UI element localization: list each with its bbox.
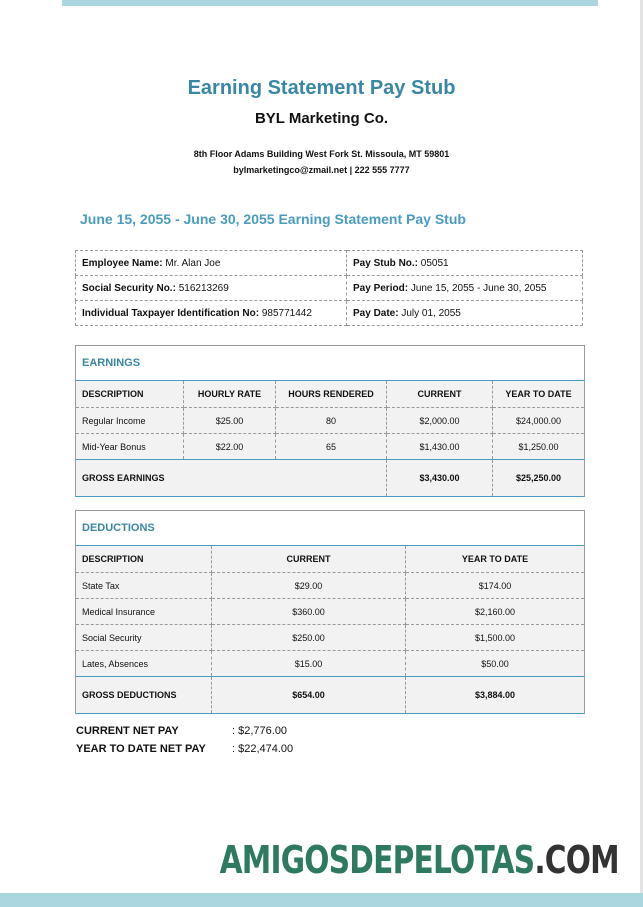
deductions-table [76,546,584,714]
current-net-pay-label: CURRENT NET PAY [76,725,179,737]
watermark-suffix: .COM [534,838,619,882]
deductions-section [75,510,585,714]
itin-cell [76,301,347,326]
ssn-value: 516213269 [178,282,229,294]
earnings-col-description: DESCRIPTION [76,381,184,408]
gross-earnings-current: $3,430.00 [387,460,493,497]
earnings-description: Regular Income [76,408,184,434]
deduction-ytd: $50.00 [406,651,585,677]
earnings-ytd: $24,000.00 [493,408,585,434]
gross-earnings-label: GROSS EARNINGS [76,460,387,497]
employee-info-table [75,250,583,326]
employee-name-label: Employee Name: [82,257,163,269]
table-row [76,625,584,651]
table-row [76,434,584,460]
pay-stub-value: 05051 [420,257,449,269]
itin-label: Individual Taxpayer Identification No: [82,307,260,319]
deduction-ytd: $174.00 [406,573,585,599]
pay-date-label: Pay Date: [353,307,399,319]
deductions-col-ytd: YEAR TO DATE [406,546,585,573]
gross-earnings-row [76,460,584,497]
earnings-description: Mid-Year Bonus [76,434,184,460]
ytd-net-pay-label: YEAR TO DATE NET PAY [76,743,206,755]
earnings-current: $1,430.00 [387,434,493,460]
pay-date-cell [347,301,583,326]
watermark-name: AMIGOSDEPELOTAS [219,838,535,882]
company-name: BYL Marketing Co. [254,110,389,127]
bottom-accent-bar [0,893,643,907]
table-row [76,573,584,599]
pay-date-value: July 01, 2055 [401,307,461,319]
earnings-hourly-rate: $25.00 [184,408,276,434]
deductions-col-description: DESCRIPTION [76,546,212,573]
document-title: Earning Statement Pay Stub [187,77,456,99]
deductions-heading: DEDUCTIONS [76,511,584,546]
deductions-col-current: CURRENT [212,546,406,573]
earnings-col-ytd: YEAR TO DATE [493,381,585,408]
deduction-description: Social Security [76,625,212,651]
watermark-logo [220,838,619,882]
deduction-current: $250.00 [212,625,406,651]
pay-period-label: Pay Period: [353,282,409,294]
employee-name-value: Mr. Alan Joe [165,257,221,269]
employee-name-cell [76,251,347,276]
gross-deductions-row [76,677,584,714]
earnings-hourly-rate: $22.00 [184,434,276,460]
ssn-cell [76,276,347,301]
earnings-col-current: CURRENT [387,381,493,408]
itin-value: 985771442 [261,307,312,319]
deduction-description: Medical Insurance [76,599,212,625]
company-contact: bylmarketingco@zmail.net | 222 555 7777 [233,165,410,175]
table-row [76,408,584,434]
deduction-current: $360.00 [212,599,406,625]
current-net-pay-value: : $2,776.00 [232,725,288,737]
ssn-label: Social Security No.: [82,282,176,294]
table-row [76,651,584,677]
top-accent-bar [62,0,598,6]
earnings-table [76,381,584,497]
gross-deductions-ytd: $3,884.00 [406,677,585,714]
earnings-current: $2,000.00 [387,408,493,434]
table-row [76,599,584,625]
gross-deductions-current: $654.00 [212,677,406,714]
pay-stub-cell [347,251,583,276]
earnings-hours: 65 [276,434,387,460]
earnings-col-hourly-rate: HOURLY RATE [184,381,276,408]
deduction-current: $15.00 [212,651,406,677]
pay-stub-label: Pay Stub No.: [353,257,419,269]
deduction-description: State Tax [76,573,212,599]
gross-deductions-label: GROSS DEDUCTIONS [76,677,212,714]
earnings-col-hours-rendered: HOURS RENDERED [276,381,387,408]
pay-period-heading: June 15, 2055 - June 30, 2055 Earning Statement Pay Stub [80,211,466,227]
earnings-hours: 80 [276,408,387,434]
earnings-ytd: $1,250.00 [493,434,585,460]
ytd-net-pay-value: : $22,474.00 [232,743,294,755]
deduction-ytd: $1,500.00 [406,625,585,651]
earnings-heading: EARNINGS [76,346,584,381]
pay-period-cell [347,276,583,301]
deduction-ytd: $2,160.00 [406,599,585,625]
gross-earnings-ytd: $25,250.00 [493,460,585,497]
earnings-section [75,345,585,497]
pay-period-value: June 15, 2055 - June 30, 2055 [410,282,547,294]
deduction-current: $29.00 [212,573,406,599]
deduction-description: Lates, Absences [76,651,212,677]
company-address: 8th Floor Adams Building West Fork St. Missoula, MT 59801 [193,149,450,159]
